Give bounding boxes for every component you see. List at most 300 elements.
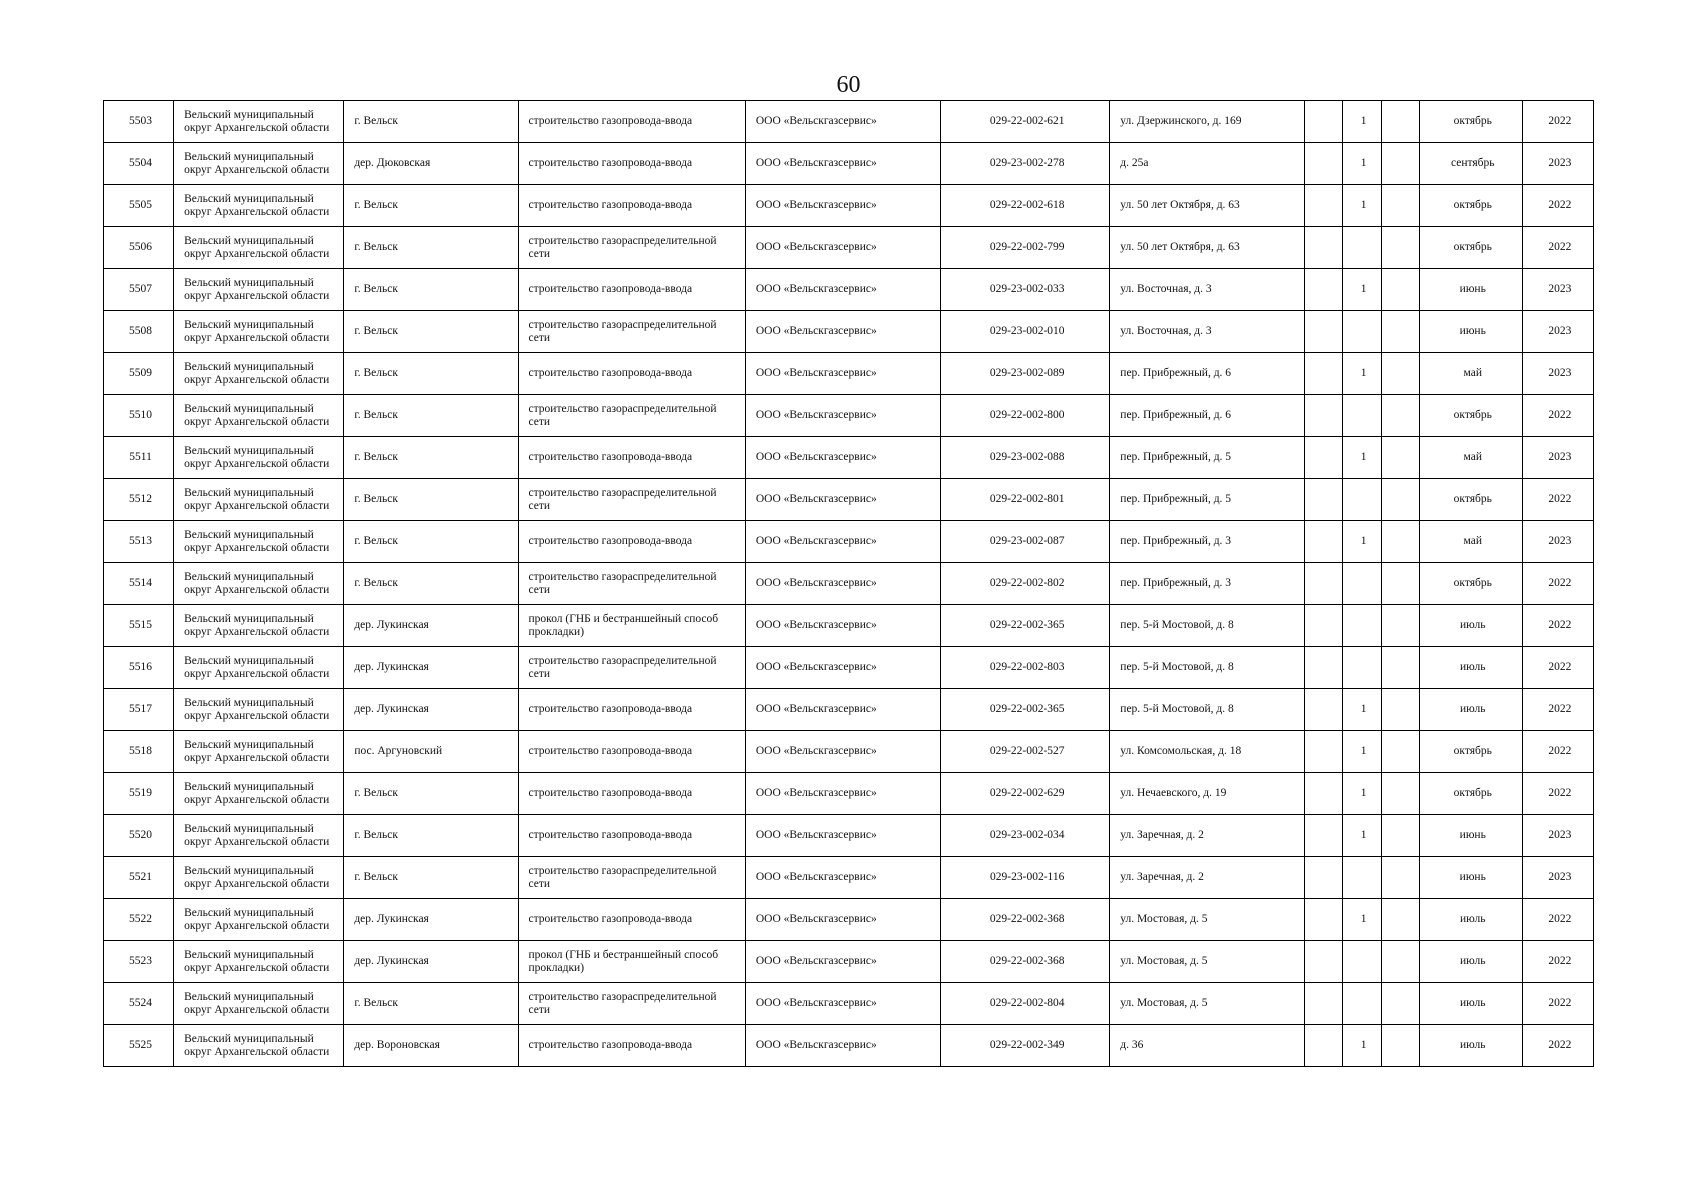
- cell-year: 2023: [1522, 437, 1593, 479]
- cell-blank1: [1304, 101, 1342, 143]
- cell-blank2: [1381, 311, 1419, 353]
- cell-settlement: г. Вельск: [344, 983, 518, 1025]
- cell-settlement: дер. Лукинская: [344, 605, 518, 647]
- cell-num: 5511: [104, 437, 174, 479]
- cell-municipality: Вельский муниципальный округ Архангельской области: [174, 983, 344, 1025]
- cell-address: д. 36: [1110, 1025, 1304, 1067]
- cell-year: 2022: [1522, 689, 1593, 731]
- table-row: [104, 899, 1594, 941]
- cell-settlement: г. Вельск: [344, 185, 518, 227]
- cell-organization: ООО «Вельскгазсервис»: [745, 185, 940, 227]
- cell-municipality: Вельский муниципальный округ Архангельской области: [174, 731, 344, 773]
- cell-settlement: г. Вельск: [344, 815, 518, 857]
- cell-qty: 1: [1342, 185, 1381, 227]
- cell-num: 5521: [104, 857, 174, 899]
- cell-month: июль: [1419, 1025, 1522, 1067]
- cell-month: июль: [1419, 689, 1522, 731]
- cell-blank2: [1381, 731, 1419, 773]
- table-row: [104, 647, 1594, 689]
- cell-settlement: г. Вельск: [344, 227, 518, 269]
- cell-month: июль: [1419, 899, 1522, 941]
- cell-month: май: [1419, 353, 1522, 395]
- cell-blank1: [1304, 143, 1342, 185]
- table-row: [104, 185, 1594, 227]
- cell-municipality: Вельский муниципальный округ Архангельской области: [174, 311, 344, 353]
- cell-num: 5504: [104, 143, 174, 185]
- cell-code: 029-22-002-803: [941, 647, 1110, 689]
- cell-code: 029-23-002-116: [941, 857, 1110, 899]
- cell-settlement: дер. Лукинская: [344, 647, 518, 689]
- cell-work-type: строительство газопровода-ввода: [518, 773, 745, 815]
- cell-year: 2023: [1522, 857, 1593, 899]
- cell-blank2: [1381, 815, 1419, 857]
- cell-municipality: Вельский муниципальный округ Архангельской области: [174, 269, 344, 311]
- cell-blank1: [1304, 647, 1342, 689]
- cell-qty: 1: [1342, 1025, 1381, 1067]
- cell-code: 029-23-002-089: [941, 353, 1110, 395]
- cell-year: 2022: [1522, 899, 1593, 941]
- cell-year: 2022: [1522, 941, 1593, 983]
- cell-year: 2022: [1522, 605, 1593, 647]
- cell-municipality: Вельский муниципальный округ Архангельской области: [174, 479, 344, 521]
- cell-num: 5519: [104, 773, 174, 815]
- cell-address: ул. Мостовая, д. 5: [1110, 983, 1304, 1025]
- cell-code: 029-22-002-349: [941, 1025, 1110, 1067]
- cell-address: пер. Прибрежный, д. 3: [1110, 521, 1304, 563]
- cell-month: октябрь: [1419, 185, 1522, 227]
- cell-month: июнь: [1419, 269, 1522, 311]
- cell-blank2: [1381, 563, 1419, 605]
- table-row: [104, 437, 1594, 479]
- cell-month: октябрь: [1419, 395, 1522, 437]
- cell-code: 029-23-002-034: [941, 815, 1110, 857]
- cell-settlement: пос. Аргуновский: [344, 731, 518, 773]
- table-row: [104, 857, 1594, 899]
- cell-work-type: строительство газопровода-ввода: [518, 899, 745, 941]
- cell-settlement: г. Вельск: [344, 563, 518, 605]
- cell-organization: ООО «Вельскгазсервис»: [745, 563, 940, 605]
- cell-settlement: г. Вельск: [344, 395, 518, 437]
- cell-code: 029-22-002-802: [941, 563, 1110, 605]
- table-row: [104, 983, 1594, 1025]
- cell-qty: 1: [1342, 143, 1381, 185]
- cell-blank1: [1304, 1025, 1342, 1067]
- cell-work-type: строительство газопровода-ввода: [518, 185, 745, 227]
- cell-num: 5512: [104, 479, 174, 521]
- cell-work-type: строительство газопровода-ввода: [518, 353, 745, 395]
- cell-qty: [1342, 311, 1381, 353]
- table-row: [104, 479, 1594, 521]
- cell-blank1: [1304, 395, 1342, 437]
- cell-blank2: [1381, 185, 1419, 227]
- cell-month: июль: [1419, 941, 1522, 983]
- cell-organization: ООО «Вельскгазсервис»: [745, 983, 940, 1025]
- cell-work-type: строительство газораспределительной сети: [518, 647, 745, 689]
- cell-qty: 1: [1342, 689, 1381, 731]
- cell-qty: 1: [1342, 269, 1381, 311]
- cell-municipality: Вельский муниципальный округ Архангельской области: [174, 353, 344, 395]
- cell-blank2: [1381, 1025, 1419, 1067]
- cell-blank2: [1381, 101, 1419, 143]
- cell-blank1: [1304, 311, 1342, 353]
- cell-blank1: [1304, 479, 1342, 521]
- cell-work-type: строительство газораспределительной сети: [518, 311, 745, 353]
- cell-code: 029-22-002-799: [941, 227, 1110, 269]
- cell-qty: [1342, 227, 1381, 269]
- cell-num: 5508: [104, 311, 174, 353]
- cell-blank1: [1304, 815, 1342, 857]
- cell-work-type: строительство газопровода-ввода: [518, 521, 745, 563]
- cell-organization: ООО «Вельскгазсервис»: [745, 857, 940, 899]
- cell-month: май: [1419, 521, 1522, 563]
- cell-settlement: дер. Лукинская: [344, 941, 518, 983]
- cell-work-type: строительство газопровода-ввода: [518, 101, 745, 143]
- cell-blank2: [1381, 479, 1419, 521]
- cell-municipality: Вельский муниципальный округ Архангельской области: [174, 101, 344, 143]
- cell-num: 5522: [104, 899, 174, 941]
- cell-work-type: строительство газопровода-ввода: [518, 1025, 745, 1067]
- cell-month: июнь: [1419, 311, 1522, 353]
- cell-blank1: [1304, 689, 1342, 731]
- table-row: [104, 773, 1594, 815]
- cell-work-type: прокол (ГНБ и бестраншейный способ прокладки): [518, 941, 745, 983]
- cell-address: пер. Прибрежный, д. 5: [1110, 437, 1304, 479]
- cell-address: пер. 5-й Мостовой, д. 8: [1110, 605, 1304, 647]
- cell-settlement: дер. Дюковская: [344, 143, 518, 185]
- cell-settlement: г. Вельск: [344, 857, 518, 899]
- cell-year: 2022: [1522, 1025, 1593, 1067]
- cell-organization: ООО «Вельскгазсервис»: [745, 143, 940, 185]
- table-row: [104, 353, 1594, 395]
- cell-address: пер. Прибрежный, д. 6: [1110, 353, 1304, 395]
- cell-code: 029-22-002-527: [941, 731, 1110, 773]
- cell-organization: ООО «Вельскгазсервис»: [745, 731, 940, 773]
- cell-address: ул. 50 лет Октября, д. 63: [1110, 185, 1304, 227]
- cell-municipality: Вельский муниципальный округ Архангельской области: [174, 857, 344, 899]
- cell-work-type: строительство газопровода-ввода: [518, 731, 745, 773]
- cell-settlement: г. Вельск: [344, 101, 518, 143]
- cell-address: ул. Мостовая, д. 5: [1110, 941, 1304, 983]
- cell-num: 5515: [104, 605, 174, 647]
- cell-work-type: строительство газопровода-ввода: [518, 815, 745, 857]
- cell-code: 029-22-002-800: [941, 395, 1110, 437]
- cell-address: ул. Мостовая, д. 5: [1110, 899, 1304, 941]
- cell-organization: ООО «Вельскгазсервис»: [745, 437, 940, 479]
- cell-month: июнь: [1419, 857, 1522, 899]
- cell-settlement: дер. Лукинская: [344, 899, 518, 941]
- cell-blank2: [1381, 983, 1419, 1025]
- cell-blank2: [1381, 395, 1419, 437]
- cell-municipality: Вельский муниципальный округ Архангельской области: [174, 395, 344, 437]
- cell-organization: ООО «Вельскгазсервис»: [745, 395, 940, 437]
- table-row: [104, 1025, 1594, 1067]
- cell-code: 029-22-002-801: [941, 479, 1110, 521]
- cell-code: 029-22-002-621: [941, 101, 1110, 143]
- cell-settlement: дер. Вороновская: [344, 1025, 518, 1067]
- cell-year: 2023: [1522, 143, 1593, 185]
- table-row: [104, 731, 1594, 773]
- cell-work-type: строительство газопровода-ввода: [518, 437, 745, 479]
- table-row: [104, 605, 1594, 647]
- cell-num: 5525: [104, 1025, 174, 1067]
- cell-blank1: [1304, 269, 1342, 311]
- cell-blank1: [1304, 731, 1342, 773]
- cell-month: октябрь: [1419, 227, 1522, 269]
- cell-municipality: Вельский муниципальный округ Архангельской области: [174, 521, 344, 563]
- cell-code: 029-22-002-368: [941, 899, 1110, 941]
- cell-blank2: [1381, 647, 1419, 689]
- cell-settlement: г. Вельск: [344, 773, 518, 815]
- cell-settlement: г. Вельск: [344, 437, 518, 479]
- cell-code: 029-23-002-033: [941, 269, 1110, 311]
- cell-municipality: Вельский муниципальный округ Архангельской области: [174, 689, 344, 731]
- cell-organization: ООО «Вельскгазсервис»: [745, 269, 940, 311]
- cell-municipality: Вельский муниципальный округ Архангельской области: [174, 647, 344, 689]
- cell-qty: 1: [1342, 101, 1381, 143]
- table-row: [104, 143, 1594, 185]
- cell-month: июль: [1419, 647, 1522, 689]
- cell-qty: [1342, 983, 1381, 1025]
- cell-qty: 1: [1342, 731, 1381, 773]
- cell-year: 2022: [1522, 731, 1593, 773]
- cell-settlement: г. Вельск: [344, 479, 518, 521]
- cell-address: ул. 50 лет Октября, д. 63: [1110, 227, 1304, 269]
- cell-blank1: [1304, 605, 1342, 647]
- table-row: [104, 101, 1594, 143]
- cell-organization: ООО «Вельскгазсервис»: [745, 521, 940, 563]
- cell-work-type: строительство газопровода-ввода: [518, 689, 745, 731]
- cell-code: 029-23-002-010: [941, 311, 1110, 353]
- cell-qty: 1: [1342, 815, 1381, 857]
- cell-year: 2022: [1522, 101, 1593, 143]
- cell-municipality: Вельский муниципальный округ Архангельской области: [174, 773, 344, 815]
- cell-organization: ООО «Вельскгазсервис»: [745, 647, 940, 689]
- cell-work-type: строительство газораспределительной сети: [518, 983, 745, 1025]
- cell-blank2: [1381, 227, 1419, 269]
- cell-organization: ООО «Вельскгазсервис»: [745, 311, 940, 353]
- cell-address: д. 25а: [1110, 143, 1304, 185]
- cell-work-type: строительство газопровода-ввода: [518, 143, 745, 185]
- cell-municipality: Вельский муниципальный округ Архангельской области: [174, 899, 344, 941]
- cell-month: июль: [1419, 983, 1522, 1025]
- cell-qty: 1: [1342, 437, 1381, 479]
- cell-blank2: [1381, 521, 1419, 563]
- cell-organization: ООО «Вельскгазсервис»: [745, 899, 940, 941]
- cell-municipality: Вельский муниципальный округ Архангельской области: [174, 1025, 344, 1067]
- cell-settlement: г. Вельск: [344, 311, 518, 353]
- table-row: [104, 563, 1594, 605]
- cell-blank2: [1381, 605, 1419, 647]
- cell-address: ул. Комсомольская, д. 18: [1110, 731, 1304, 773]
- cell-month: июль: [1419, 605, 1522, 647]
- table-row: [104, 227, 1594, 269]
- cell-blank2: [1381, 689, 1419, 731]
- registry-table: [103, 100, 1594, 1067]
- cell-blank2: [1381, 773, 1419, 815]
- cell-organization: ООО «Вельскгазсервис»: [745, 101, 940, 143]
- cell-blank1: [1304, 185, 1342, 227]
- cell-organization: ООО «Вельскгазсервис»: [745, 353, 940, 395]
- page-number: 60: [836, 72, 861, 98]
- cell-organization: ООО «Вельскгазсервис»: [745, 605, 940, 647]
- cell-qty: 1: [1342, 899, 1381, 941]
- cell-municipality: Вельский муниципальный округ Архангельской области: [174, 437, 344, 479]
- cell-blank2: [1381, 899, 1419, 941]
- cell-blank1: [1304, 941, 1342, 983]
- cell-code: 029-22-002-618: [941, 185, 1110, 227]
- cell-num: 5518: [104, 731, 174, 773]
- cell-num: 5507: [104, 269, 174, 311]
- cell-work-type: прокол (ГНБ и бестраншейный способ прокладки): [518, 605, 745, 647]
- table-row: [104, 269, 1594, 311]
- cell-organization: ООО «Вельскгазсервис»: [745, 815, 940, 857]
- cell-blank1: [1304, 521, 1342, 563]
- cell-municipality: Вельский муниципальный округ Архангельской области: [174, 185, 344, 227]
- cell-work-type: строительство газораспределительной сети: [518, 227, 745, 269]
- cell-address: ул. Дзержинского, д. 169: [1110, 101, 1304, 143]
- cell-blank1: [1304, 983, 1342, 1025]
- cell-qty: [1342, 941, 1381, 983]
- cell-num: 5509: [104, 353, 174, 395]
- cell-code: 029-22-002-804: [941, 983, 1110, 1025]
- cell-month: июнь: [1419, 815, 1522, 857]
- cell-work-type: строительство газораспределительной сети: [518, 395, 745, 437]
- cell-organization: ООО «Вельскгазсервис»: [745, 479, 940, 521]
- cell-blank2: [1381, 941, 1419, 983]
- cell-year: 2023: [1522, 815, 1593, 857]
- cell-qty: [1342, 563, 1381, 605]
- cell-blank1: [1304, 227, 1342, 269]
- cell-code: 029-22-002-365: [941, 605, 1110, 647]
- cell-blank2: [1381, 143, 1419, 185]
- cell-year: 2022: [1522, 563, 1593, 605]
- cell-month: сентябрь: [1419, 143, 1522, 185]
- cell-year: 2023: [1522, 521, 1593, 563]
- table-row: [104, 521, 1594, 563]
- cell-address: ул. Заречная, д. 2: [1110, 815, 1304, 857]
- cell-address: ул. Заречная, д. 2: [1110, 857, 1304, 899]
- cell-year: 2022: [1522, 227, 1593, 269]
- cell-blank1: [1304, 857, 1342, 899]
- cell-qty: [1342, 647, 1381, 689]
- cell-qty: 1: [1342, 521, 1381, 563]
- cell-qty: [1342, 857, 1381, 899]
- cell-settlement: г. Вельск: [344, 521, 518, 563]
- cell-qty: [1342, 395, 1381, 437]
- cell-work-type: строительство газораспределительной сети: [518, 479, 745, 521]
- cell-settlement: г. Вельск: [344, 353, 518, 395]
- cell-qty: [1342, 605, 1381, 647]
- cell-year: 2022: [1522, 773, 1593, 815]
- cell-code: 029-23-002-278: [941, 143, 1110, 185]
- cell-qty: 1: [1342, 773, 1381, 815]
- cell-work-type: строительство газопровода-ввода: [518, 269, 745, 311]
- cell-blank1: [1304, 773, 1342, 815]
- table-row: [104, 395, 1594, 437]
- cell-blank1: [1304, 899, 1342, 941]
- cell-num: 5503: [104, 101, 174, 143]
- cell-address: пер. Прибрежный, д. 5: [1110, 479, 1304, 521]
- cell-year: 2022: [1522, 983, 1593, 1025]
- cell-qty: [1342, 479, 1381, 521]
- cell-month: октябрь: [1419, 479, 1522, 521]
- cell-organization: ООО «Вельскгазсервис»: [745, 773, 940, 815]
- cell-address: пер. Прибрежный, д. 6: [1110, 395, 1304, 437]
- cell-num: 5524: [104, 983, 174, 1025]
- cell-settlement: г. Вельск: [344, 269, 518, 311]
- cell-month: октябрь: [1419, 101, 1522, 143]
- cell-month: октябрь: [1419, 563, 1522, 605]
- cell-municipality: Вельский муниципальный округ Архангельской области: [174, 941, 344, 983]
- cell-num: 5516: [104, 647, 174, 689]
- cell-blank2: [1381, 269, 1419, 311]
- cell-address: пер. 5-й Мостовой, д. 8: [1110, 647, 1304, 689]
- cell-year: 2022: [1522, 395, 1593, 437]
- cell-blank1: [1304, 353, 1342, 395]
- cell-num: 5517: [104, 689, 174, 731]
- cell-month: октябрь: [1419, 731, 1522, 773]
- table-row: [104, 815, 1594, 857]
- cell-num: 5510: [104, 395, 174, 437]
- table-row: [104, 689, 1594, 731]
- cell-municipality: Вельский муниципальный округ Архангельской области: [174, 605, 344, 647]
- cell-month: май: [1419, 437, 1522, 479]
- table-row: [104, 941, 1594, 983]
- cell-address: ул. Восточная, д. 3: [1110, 269, 1304, 311]
- cell-work-type: строительство газораспределительной сети: [518, 563, 745, 605]
- cell-municipality: Вельский муниципальный округ Архангельской области: [174, 563, 344, 605]
- cell-code: 029-22-002-365: [941, 689, 1110, 731]
- cell-code: 029-22-002-368: [941, 941, 1110, 983]
- cell-year: 2023: [1522, 311, 1593, 353]
- cell-num: 5506: [104, 227, 174, 269]
- cell-municipality: Вельский муниципальный округ Архангельской области: [174, 227, 344, 269]
- cell-blank1: [1304, 437, 1342, 479]
- cell-address: пер. 5-й Мостовой, д. 8: [1110, 689, 1304, 731]
- cell-code: 029-23-002-087: [941, 521, 1110, 563]
- cell-num: 5520: [104, 815, 174, 857]
- cell-blank2: [1381, 857, 1419, 899]
- cell-municipality: Вельский муниципальный округ Архангельской области: [174, 815, 344, 857]
- cell-address: ул. Восточная, д. 3: [1110, 311, 1304, 353]
- cell-work-type: строительство газораспределительной сети: [518, 857, 745, 899]
- cell-organization: ООО «Вельскгазсервис»: [745, 1025, 940, 1067]
- cell-municipality: Вельский муниципальный округ Архангельской области: [174, 143, 344, 185]
- cell-num: 5505: [104, 185, 174, 227]
- cell-blank2: [1381, 437, 1419, 479]
- cell-organization: ООО «Вельскгазсервис»: [745, 227, 940, 269]
- table-row: [104, 311, 1594, 353]
- cell-year: 2023: [1522, 269, 1593, 311]
- cell-code: 029-23-002-088: [941, 437, 1110, 479]
- cell-address: ул. Нечаевского, д. 19: [1110, 773, 1304, 815]
- cell-year: 2022: [1522, 185, 1593, 227]
- cell-num: 5513: [104, 521, 174, 563]
- cell-blank1: [1304, 563, 1342, 605]
- cell-year: 2023: [1522, 353, 1593, 395]
- cell-code: 029-22-002-629: [941, 773, 1110, 815]
- cell-year: 2022: [1522, 479, 1593, 521]
- cell-settlement: дер. Лукинская: [344, 689, 518, 731]
- registry-table-body: [104, 101, 1594, 1067]
- cell-address: пер. Прибрежный, д. 3: [1110, 563, 1304, 605]
- cell-organization: ООО «Вельскгазсервис»: [745, 941, 940, 983]
- cell-num: 5523: [104, 941, 174, 983]
- cell-num: 5514: [104, 563, 174, 605]
- cell-organization: ООО «Вельскгазсервис»: [745, 689, 940, 731]
- cell-qty: 1: [1342, 353, 1381, 395]
- cell-blank2: [1381, 353, 1419, 395]
